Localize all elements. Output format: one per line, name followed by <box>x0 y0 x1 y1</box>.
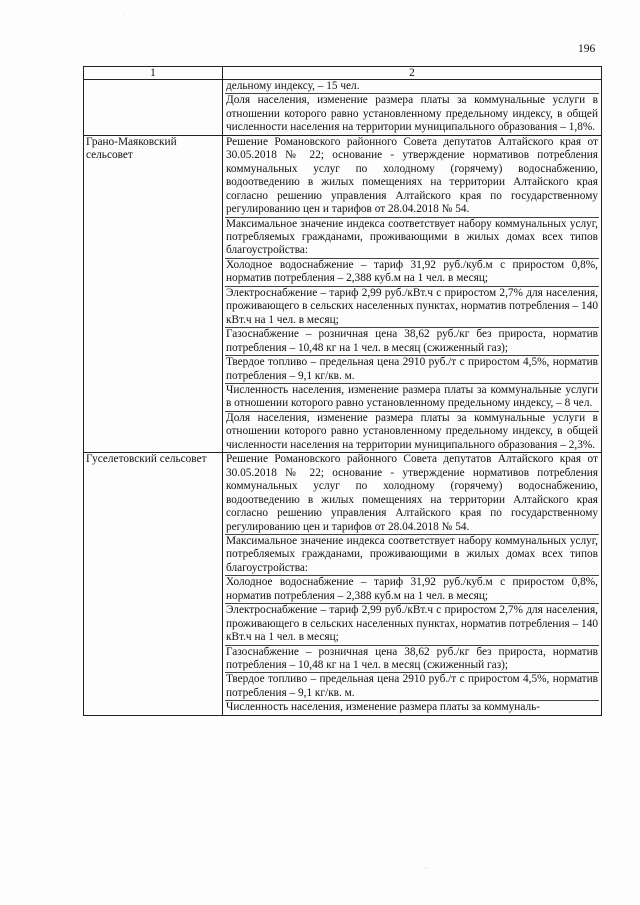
row-content <box>223 453 602 716</box>
municipality-name <box>84 80 223 136</box>
paragraph: Максимальное значение индекса соответствует набору коммунальных услуг, потребляемых гражданами, проживающими в жилых домах всех типов благоустройства: <box>225 218 599 259</box>
paragraph: Газоснабжение – розничная цена 38,62 руб./кг без прироста, норматив потребления – 10,48 кг на 1 чел. в месяц (сжиженный газ); <box>225 646 599 674</box>
row-content <box>223 80 602 136</box>
scan-speck: · · <box>424 866 430 872</box>
row-content <box>223 135 602 452</box>
paragraph: Холодное водоснабжение – тариф 31,92 руб./куб.м с приростом 0,8%, норматив потребления – 2,388 куб.м на 1 чел. в месяц; <box>225 259 599 287</box>
paragraph: Численность населения, изменение размера платы за коммунальные услуги в отношении которого равно установленному предельному индексу, – 8 чел. <box>225 384 599 412</box>
scan-speck: · <box>123 12 125 18</box>
paragraph: Холодное водоснабжение – тариф 31,92 руб./куб.м с приростом 0,8%, норматив потребления – 2,388 куб.м на 1 чел. в месяц; <box>225 576 599 604</box>
table-header-row <box>84 67 602 80</box>
column-header-2: 2 <box>223 67 602 80</box>
municipality-name: Грано-Маяковский сельсовет <box>84 135 223 452</box>
paragraph: Решение Романовского районного Совета депутатов Алтайского края от 30.05.2018 № 22; основание - утверждение нормативов потребления коммунальных услуг по холодному (горячему) водоснабжению, водоотведению в жилых помещениях на территории Алтайского края согласно решению управления Алтайского края по государственному регулированию цен и тарифов от 28.04.2018 № 54. <box>225 453 599 535</box>
paragraph: Твердое топливо – предельная цена 2910 руб./т с приростом 4,5%, норматив потребления – 9,1 кг/кв. м. <box>225 673 599 701</box>
paragraph: Твердое топливо – предельная цена 2910 руб./т с приростом 4,5%, норматив потребления – 9,1 кг/кв. м. <box>225 356 599 384</box>
document-table <box>83 66 602 716</box>
paragraph: Газоснабжение – розничная цена 38,62 руб./кг без прироста, норматив потребления – 10,48 кг на 1 чел. в месяц (сжиженный газ); <box>225 328 599 356</box>
paragraph: Электроснабжение – тариф 2,99 руб./кВт.ч с приростом 2,7% для населения, проживающего в сельских населенных пунктах, норматив потребления – 140 кВт.ч на 1 чел. в месяц; <box>225 287 599 328</box>
paragraph: Электроснабжение – тариф 2,99 руб./кВт.ч с приростом 2,7% для населения, проживающего в сельских населенных пунктах, норматив потребления – 140 кВт.ч на 1 чел. в месяц; <box>225 604 599 645</box>
paragraph: Решение Романовского районного Совета депутатов Алтайского края от 30.05.2018 № 22; основание - утверждение нормативов потребления коммунальных услуг по холодному (горячему) водоснабжению, водоотведению в жилых помещениях на территории Алтайского края согласно решению управления Алтайского края по государственному регулированию цен и тарифов от 28.04.2018 № 54. <box>225 136 599 218</box>
paragraph: Доля населения, изменение размера платы за коммунальные услуги в отношении которого равно установленному предельному индексу, в общей численности населения на территории муниципального образования – 2,3%. <box>226 411 598 451</box>
table-row <box>84 135 602 452</box>
column-header-1: 1 <box>84 67 223 80</box>
paragraph: Доля населения, изменение размера платы за коммунальные услуги в отношении которого равно установленному предельному индексу, в общей численности населения на территории муниципального образования – 1,8%. <box>226 94 598 134</box>
paragraph: Численность населения, изменение размера платы за коммуналь- <box>226 701 540 714</box>
municipality-name: Гуселетовский сельсовет <box>84 453 223 716</box>
table-row <box>84 453 602 716</box>
paragraph: Максимальное значение индекса соответствует набору коммунальных услуг, потребляемых гражданами, проживающими в жилых домах всех типов благоустройства: <box>225 535 599 576</box>
paragraph: дельному индексу, – 15 чел. <box>225 80 599 94</box>
table-row <box>84 80 602 136</box>
page-number: 196 <box>578 43 596 55</box>
